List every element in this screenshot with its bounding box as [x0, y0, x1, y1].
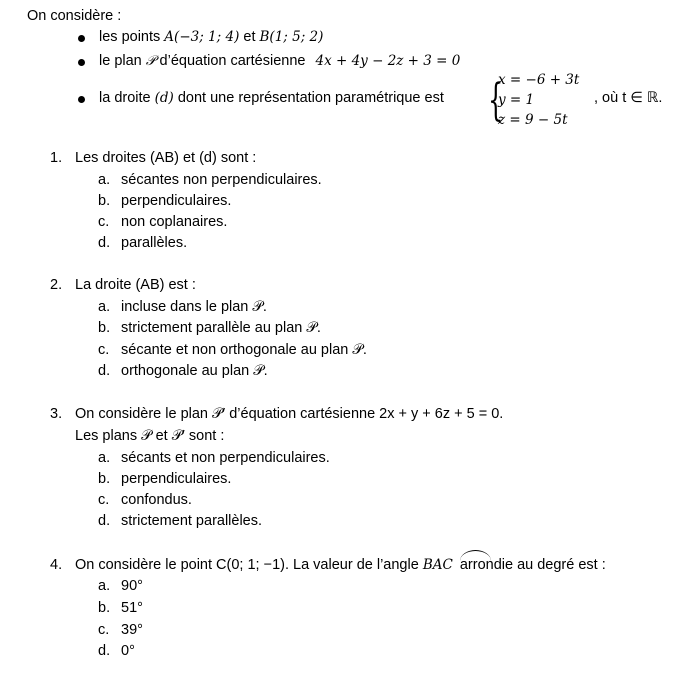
bullet-line-text2: dont une représentation paramétrique est: [177, 90, 444, 106]
plane-equation: 4x + 4y − 2z + 3 = 0: [315, 53, 461, 69]
question-4-stem-a: On considère le point C(0; 1; −1). La valeur de l’angle: [75, 557, 419, 573]
option-text: sécante et non orthogonale au plan 𝒫.: [121, 342, 367, 358]
option-text: incluse dans le plan 𝒫.: [121, 299, 267, 315]
option-text: 39°: [121, 622, 143, 638]
system-brace: {: [488, 75, 504, 126]
option-text: perpendiculaires.: [121, 471, 232, 487]
option-text: confondus.: [121, 492, 192, 508]
option-text: strictement parallèle au plan 𝒫.: [121, 320, 321, 336]
option-text: orthogonale au plan 𝒫.: [121, 363, 268, 379]
option-letter: b.: [98, 471, 111, 487]
bullet-dot: [78, 96, 85, 103]
bullet-line-text: la droite: [99, 90, 151, 106]
question-2-stem: La droite (AB) est :: [75, 277, 196, 293]
intro-heading: On considère :: [27, 8, 122, 24]
option-letter: d.: [98, 363, 111, 379]
question-3-stem-2: Les plans 𝒫 et 𝒫′ sont :: [75, 428, 225, 444]
option-text: sécants et non perpendiculaires.: [121, 450, 330, 466]
option-text: 0°: [121, 643, 135, 659]
bullet-plane: [99, 53, 460, 69]
system-line-3: z = 9 − 5t: [498, 112, 568, 128]
option-text: parallèles.: [121, 235, 188, 251]
option-text: perpendiculaires.: [121, 193, 232, 209]
option-text: 90°: [121, 578, 143, 594]
option-text: non coplanaires.: [121, 214, 228, 230]
angle-bac: BAC: [422, 557, 453, 573]
question-3-stem: On considère le plan 𝒫′ d’équation cartésienne 2x + y + 6z + 5 = 0.: [75, 406, 504, 422]
question-number: 4.: [50, 557, 63, 573]
plane-p-symbol: 𝒫: [145, 53, 156, 69]
option-letter: d.: [98, 643, 111, 659]
option-letter: b.: [98, 600, 111, 616]
option-letter: c.: [98, 214, 110, 230]
bullet-plane-text: le plan: [99, 53, 142, 69]
option-text: sécantes non perpendiculaires.: [121, 172, 322, 188]
option-letter: b.: [98, 193, 111, 209]
option-letter: a.: [98, 450, 111, 466]
option-letter: c.: [98, 492, 110, 508]
bullet-dot: [78, 35, 85, 42]
option-letter: a.: [98, 578, 111, 594]
system-line-1: x = −6 + 3t: [498, 72, 580, 88]
bullet-et: et: [243, 29, 256, 45]
angle-hat: [460, 550, 491, 561]
option-letter: a.: [98, 299, 111, 315]
option-letter: b.: [98, 320, 111, 336]
question-4-stem: [75, 557, 606, 573]
question-number: 3.: [50, 406, 63, 422]
bullet-dot: [78, 59, 85, 66]
option-letter: c.: [98, 342, 110, 358]
line-d-symbol: (d): [154, 90, 174, 106]
bullet-plane-text2: d’équation cartésienne: [159, 53, 306, 69]
option-letter: a.: [98, 172, 111, 188]
bullet-points-text: les points: [99, 29, 161, 45]
option-text: strictement parallèles.: [121, 513, 263, 529]
option-letter: d.: [98, 235, 111, 251]
bullet-line: [99, 90, 444, 106]
bullet-points: [99, 29, 323, 45]
option-letter: c.: [98, 622, 110, 638]
question-number: 2.: [50, 277, 63, 293]
option-letter: d.: [98, 513, 111, 529]
option-text: 51°: [121, 600, 143, 616]
question-number: 1.: [50, 150, 63, 166]
question-1-stem: Les droites (AB) et (d) sont :: [75, 150, 257, 166]
parameter-domain: , où t ∈ ℝ.: [594, 90, 663, 106]
point-b: B(1; 5; 2): [259, 29, 324, 45]
point-a: A(−3; 1; 4): [164, 29, 240, 45]
system-line-2: y = 1: [498, 92, 535, 108]
question-4-stem-b: arrondie au degré est :: [459, 557, 606, 573]
